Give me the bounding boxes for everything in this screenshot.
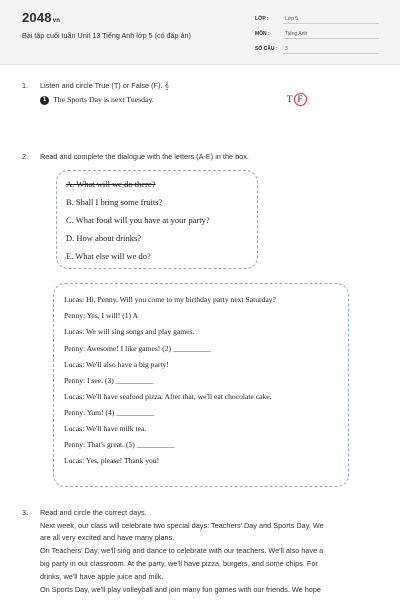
meta-count-label: SỐ CÂU : — [255, 46, 278, 52]
q1-item-text: The Sports Day is next Tuesday. — [53, 95, 154, 104]
question-number: 1. — [22, 81, 29, 90]
logo-suffix: vn — [52, 18, 61, 24]
document-title: Bài tập cuối tuần Unit 13 Tiếng Anh lớp 5 (có đáp án) — [22, 31, 191, 40]
question-3 — [22, 508, 382, 520]
option-c: C. What food will you have at your party? — [66, 215, 210, 225]
question-instruction: Read and circle the correct days. — [40, 508, 147, 517]
meta-class-value: Lớp 5 — [285, 16, 299, 22]
passage-line: big party in our classroom. At the party, we'll have pizza, burgers, and some chips. For — [40, 559, 318, 568]
question-number: 3. — [22, 508, 29, 517]
item-number-badge: 1 — [40, 96, 49, 105]
true-false-answer[interactable] — [287, 93, 307, 106]
site-logo[interactable] — [22, 10, 60, 25]
question-number: 2. — [22, 152, 29, 161]
q1-item — [40, 95, 154, 105]
question-instruction: Read and complete the dialogue with the letters (A-E) in the box. — [40, 152, 249, 161]
dialogue-line: Penny: Yum! (4) __________ — [64, 408, 155, 417]
dialogue-line: Penny: That's great. (5) __________ — [64, 440, 175, 449]
dialogue-line: Penny: Yes, I will! (1) A — [64, 311, 139, 320]
meta-count-underline — [283, 53, 379, 54]
question-2 — [22, 152, 382, 164]
passage-line: drinks, we'll have apple juice and milk. — [40, 572, 164, 581]
dialogue-line: Lucas: We'll have seafood pizza. After that, we'll eat chocolate cake. — [64, 392, 272, 401]
meta-class-underline — [283, 23, 379, 24]
dialogue-line: Penny: I see. (3) __________ — [64, 376, 154, 385]
option-d: D. How about drinks? — [66, 233, 142, 243]
option-e: E. What else will we do? — [66, 251, 151, 261]
passage-line: are all very excited and have many plans. — [40, 533, 175, 542]
dialogue-line: Lucas: We'll also have a big party! — [64, 360, 169, 369]
dialogue-line: Lucas: Yes, please! Thank you! — [64, 456, 160, 465]
passage-line: Next week, our class will celebrate two special days: Teachers' Day and Sports Day. We — [40, 521, 324, 530]
meta-class-label: LỚP : — [255, 16, 269, 22]
option-a: A. What will we do there? — [66, 179, 156, 189]
document-header — [0, 0, 400, 65]
dialogue-line: Penny: Awesome! I like games! (2) __________ — [64, 344, 211, 353]
meta-count-value: 3 — [285, 46, 288, 52]
dialogue-line: Lucas: Hi, Penny. Will you come to my birthday party next Saturday? — [64, 295, 276, 304]
question-1 — [22, 81, 382, 93]
meta-subject-underline — [283, 38, 379, 39]
option-b: B. Shall I bring some fruits? — [66, 197, 163, 207]
logo-text: 2048 — [22, 10, 52, 25]
meta-subject-label: MÔN : — [255, 31, 270, 37]
true-option[interactable]: T — [287, 94, 293, 104]
dialogue-line: Lucas: We will sing songs and play games. — [64, 327, 195, 336]
meta-subject-value: Tiếng Anh — [285, 31, 308, 37]
question-instruction: Listen and circle True (T) or False (F). 𝄞 — [40, 81, 169, 90]
passage-line: On Sports Day, we'll play volleyball and join many fun games with our friends. We hope — [40, 585, 321, 594]
false-option-circled[interactable]: F — [294, 93, 307, 106]
passage-line: On Teachers' Day, we'll sing and dance to celebrate with our teachers. We'll also have a — [40, 546, 324, 555]
dialogue-line: Lucas: We'll have milk tea. — [64, 424, 147, 433]
